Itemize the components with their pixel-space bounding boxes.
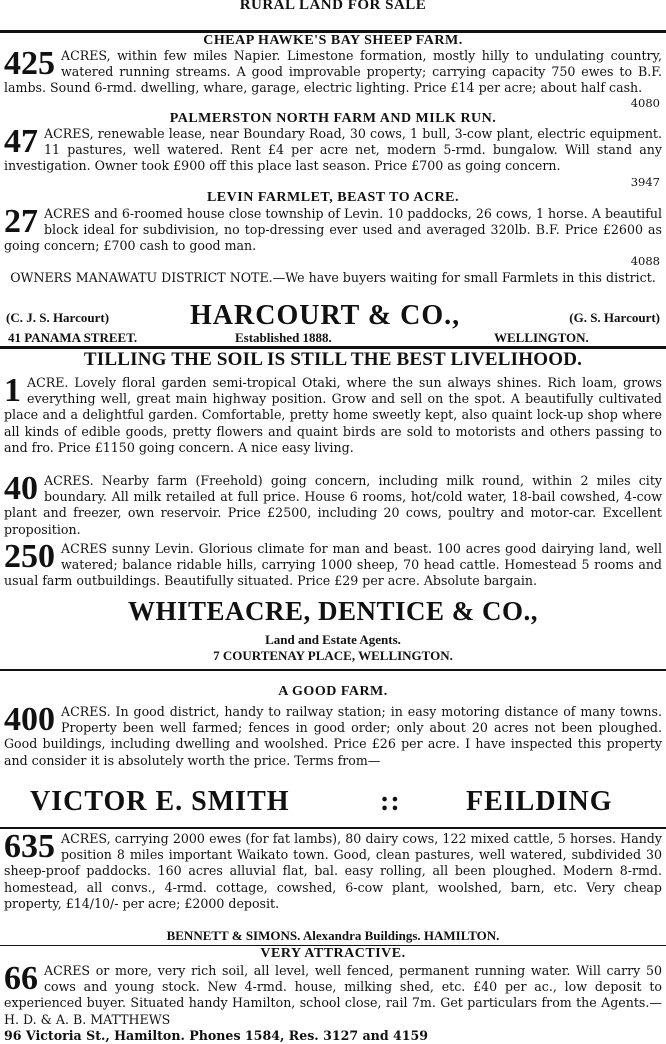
smith-firm-row xyxy=(0,786,666,824)
firm-name: BENNETT & SIMONS. Alexandra Buildings. HAMILTON. xyxy=(166,928,500,943)
agent-address: 96 Victoria St., Hamilton. Phones 1584, Res. 3127 and 4159 xyxy=(4,1028,429,1043)
firm-established: Established 1888. xyxy=(235,330,332,345)
firm-separator: :: xyxy=(380,786,401,817)
acreage-number: 425 xyxy=(4,45,55,82)
acreage-number: 400 xyxy=(4,701,55,738)
firm-name: HARCOURT & CO., xyxy=(190,300,461,331)
ad-635-acres xyxy=(4,828,662,912)
acreage-number: 635 xyxy=(4,828,55,865)
ad-heading: LEVIN FARMLET, BEAST TO ACRE. xyxy=(206,190,460,205)
ad-text: ACRES sunny Levin. Glorious climate for man and beast. 100 acres good dairying land, well watered; balance ridable hills, carrying 1000 sheep, 70 head cattle. Homestead 5 rooms and usual farm outbuildings. Beautifully situated. Price £29 per acre. Absolute bargain. xyxy=(4,541,662,589)
firm-name: VICTOR E. SMITH xyxy=(30,786,290,817)
firm-name: WHITEACRE, DENTICE & CO., xyxy=(127,596,539,626)
acreage-number: 40 xyxy=(4,470,38,507)
ad-heading: PALMERSTON NORTH FARM AND MILK RUN. xyxy=(169,111,497,126)
owners-note: OWNERS MANAWATU DISTRICT NOTE.—We have buyers waiting for small Farmlets in this district. xyxy=(10,270,656,285)
section-title: RURAL LAND FOR SALE xyxy=(239,0,427,13)
ad-reference: 4080 xyxy=(630,96,660,110)
divider xyxy=(0,827,666,829)
ad-text: ACRE. Lovely floral garden semi-tropical Otaki, where the sun always shines. Rich loam, grows everything well, great main highway position. Grow and sell on the spot. A beautifully cultivated place and a delightful garden. Comfortable, pretty home sweetly kept, also quaint lock-up shop where all kinds of edible goods, pretty flowers and quaint birds are sold to motorists and others passing to and fro. Price £1150 going concern. A nice easy living. xyxy=(4,375,662,455)
ad-text: ACRES, carrying 2000 ewes (for fat lambs), 80 dairy cows, 122 mixed cattle, 5 horses. Handy position 8 miles important Waikato town. Good, clean pastures, well watered, subdivided 30 sheep-proof paddocks. 160 acres alluvial flat, bal. easy rolling, all been ploughed. Modern 8-rmd. homestead, all convs., 4-rmd. cottage, cowshed, 6-cow plant, woolshed, barn, etc. Very cheap property, £14/10/- per acre; £2000 deposit. xyxy=(4,831,662,911)
firm-agents: Land and Estate Agents. xyxy=(265,632,401,647)
firm-address: 41 PANAMA STREET. xyxy=(8,330,138,345)
ad-27-acres xyxy=(4,203,662,255)
ad-reference: 4088 xyxy=(630,254,660,268)
ad-425-acres xyxy=(4,45,662,97)
ad-400-acres xyxy=(4,701,662,769)
ad-text: ACRES and 6-roomed house close township of Levin. 10 paddocks, 26 cows, 1 horse. A beautiful block ideal for subdivision, no top-dressing ever used and averaged 320lb. B.F. Price £2600 as going concern; £700 cash to good man. xyxy=(4,206,662,254)
ad-text: ACRES. In good district, handy to railway station; in easy motoring distance of many towns. Property been well farmed; fences in good order; only about 20 acres not been ploughed. Good buildings, including dwelling and woolshed. Price £26 per acre. I have inspected this property and consider it is absolutely worth the price. Terms from— xyxy=(4,704,662,768)
acreage-number: 250 xyxy=(4,538,55,575)
ad-47-acres xyxy=(4,123,662,175)
acreage-number: 27 xyxy=(4,203,38,240)
ad-heading: A GOOD FARM. xyxy=(278,684,388,699)
ad-reference: 3947 xyxy=(630,175,660,189)
ad-text: ACRES, within few miles Napier. Limestone formation, mostly hilly to undulating country, watered running streams. A good improvable property; carrying capacity 750 ewes to B.F. lambs. Sound 6-rmd. dwelling, whare, garage, electric lighting. Price £14 per acre; about half cash. xyxy=(4,48,662,96)
harcourt-name-row xyxy=(0,302,666,332)
acreage-number: 1 xyxy=(4,372,21,409)
ad-40-acres xyxy=(4,470,662,538)
ad-heading: VERY ATTRACTIVE. xyxy=(260,946,406,961)
ad-text: ACRES. Nearby farm (Freehold) going concern, including milk round, within 2 miles city boundary. All milk retailed at full price. House 6 rooms, hot/cold water, 18-bail cowshed, 4-cow plant and freezer, own reservoir. Price £2500, including 20 cows, poultry and motor-car. Excellent proposition. xyxy=(4,473,662,537)
divider xyxy=(0,669,666,671)
acreage-number: 47 xyxy=(4,123,38,160)
ad-text: ACRES, renewable lease, near Boundary Road, 30 cows, 1 bull, 3-cow plant, electric equipment. 11 pastures, well watered. Rent £4 per acre net, modern 5-rmd. bungalow. Will stand any investigation. Owner took £900 off this place last season. Price £700 as going concern. xyxy=(4,126,662,174)
ad-text: ACRES or more, very rich soil, all level, well fenced, permanent running water. Will carry 50 cows and young stock. New 4-rmd. house, milking shed, etc. £40 per ac., low deposit to experienced buyer. Situated handy Hamilton, school close, rail 7m. Get particulars from the Agents.—H. D. & A. B. MATTHEWS xyxy=(4,963,662,1027)
firm-city: WELLINGTON. xyxy=(494,330,589,345)
acreage-number: 66 xyxy=(4,960,38,997)
ad-66-acres xyxy=(4,960,662,1028)
ad-heading: CHEAP HAWKE'S BAY SHEEP FARM. xyxy=(203,33,463,48)
ad-1-acre xyxy=(4,372,662,456)
ad-heading: TILLING THE SOIL IS STILL THE BEST LIVELIHOOD. xyxy=(83,349,583,370)
partner-name-left: (C. J. S. Harcourt) xyxy=(6,310,110,325)
partner-name-right: (G. S. Harcourt) xyxy=(569,310,660,325)
firm-address: 7 COURTENAY PLACE, WELLINGTON. xyxy=(213,648,453,663)
ad-250-acres xyxy=(4,538,662,590)
firm-town: FEILDING xyxy=(466,786,613,817)
